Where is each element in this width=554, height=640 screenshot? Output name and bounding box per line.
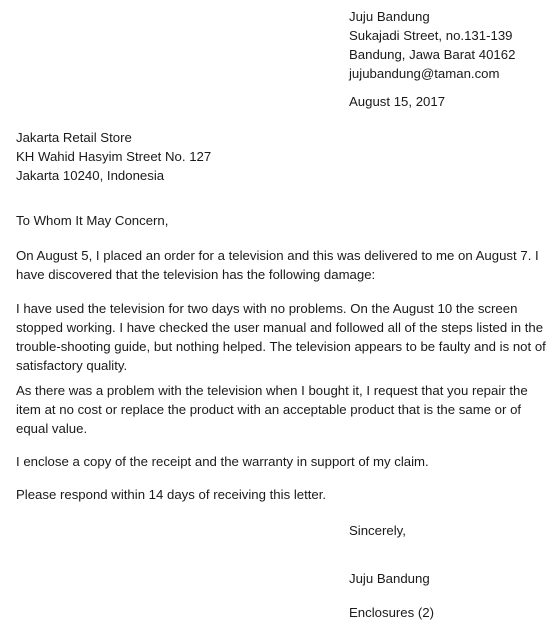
body-paragraph-5 (16, 485, 326, 504)
paragraph-line: I enclose a copy of the receipt and the warranty in support of my claim. (16, 454, 429, 469)
paragraph-line: As there was a problem with the television when I bought it, I request that you repair the (16, 383, 528, 398)
recipient-city: Jakarta 10240, Indonesia (16, 168, 165, 183)
letter-date (349, 92, 445, 111)
paragraph-line: On August 5, I placed an order for a television and this was delivered to me on August 7. I (16, 248, 539, 263)
body-paragraph-3 (16, 381, 528, 438)
paragraph-line: trouble-shooting guide, but nothing helped. The television appears to be faulty and is not of (16, 339, 546, 354)
closing (349, 521, 406, 540)
sender-city: Bandung, Jawa Barat 40162 (349, 47, 516, 62)
paragraph-line: have discovered that the television has the following damage: (16, 267, 376, 282)
recipient-name: Jakarta Retail Store (16, 130, 132, 145)
signature-name: Juju Bandung (349, 571, 430, 586)
sender-address (349, 7, 515, 83)
paragraph-line: Please respond within 14 days of receiving this letter. (16, 487, 327, 502)
paragraph-line: satisfactory quality. (16, 358, 128, 373)
sender-street: Sukajadi Street, no.131-139 (349, 28, 513, 43)
paragraph-line: item at no cost or replace the product with an acceptable product that is the same or of (16, 402, 522, 417)
signature (349, 569, 430, 588)
body-paragraph-1 (16, 246, 539, 284)
paragraph-line: I have used the television for two days with no problems. On the August 10 the screen (16, 301, 518, 316)
recipient-address (16, 128, 211, 185)
sender-email: jujubandung@taman.com (349, 66, 500, 81)
date-text: August 15, 2017 (349, 94, 446, 109)
paragraph-line: stopped working. I have checked the user manual and followed all of the steps listed in the (16, 320, 544, 335)
paragraph-line: equal value. (16, 421, 88, 436)
enclosures-note (349, 603, 434, 622)
recipient-street: KH Wahid Hasyim Street No. 127 (16, 149, 212, 164)
salutation (16, 211, 168, 230)
salutation-text: To Whom It May Concern, (16, 213, 169, 228)
closing-text: Sincerely, (349, 523, 406, 538)
enclosures-text: Enclosures (2) (349, 605, 435, 620)
sender-name: Juju Bandung (349, 9, 430, 24)
body-paragraph-2 (16, 299, 546, 375)
body-paragraph-4 (16, 452, 429, 471)
